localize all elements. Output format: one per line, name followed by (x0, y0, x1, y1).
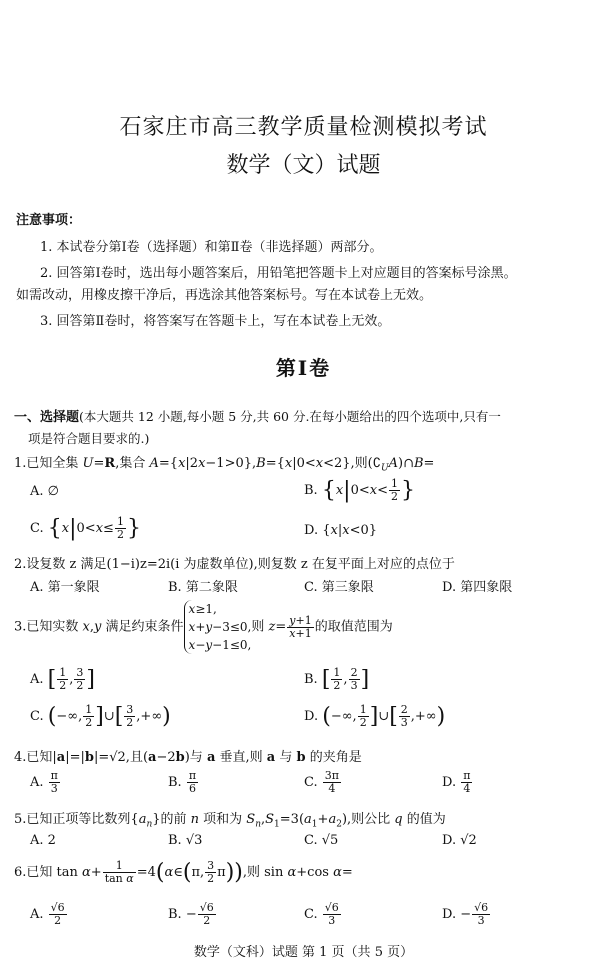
question-2-option-a[interactable]: A. 第一象限 (30, 580, 100, 595)
section-description (14, 406, 599, 449)
question-1-option-d[interactable]: D. {x|x<0} (304, 523, 378, 538)
question-5-option-a[interactable]: A. 2 (30, 833, 56, 848)
section-heading: 一、选择题 (14, 410, 80, 425)
question-2-option-c[interactable]: C. 第三象限 (304, 580, 374, 595)
question-4-option-d[interactable]: D. $\frac{\pi}{4}$ (442, 769, 471, 795)
notice-item-3: 3. 回答第Ⅱ卷时，将答案写在答题卡上，写在本试卷上无效。 (40, 314, 391, 329)
part-title: 第Ⅰ卷 (275, 356, 332, 380)
question-3-stem: 3.已知实数 x,y 满足约束条件x≥1, x+y−3≤0, x−y−1≤0,则 z= $\frac{y+1}{x+1}$ 的取值范围为 (14, 602, 393, 652)
section-desc-line-2: 项是符合题目要求的.) (28, 431, 150, 446)
question-4-option-a[interactable]: A. $\frac{\pi}{3}$ (30, 769, 58, 795)
question-6-option-a[interactable]: A. $\frac{√6}{2}$ (30, 901, 65, 927)
question-6-option-d[interactable]: D. − $\frac{√6}{3}$ (442, 901, 489, 927)
question-1-option-b[interactable]: B. {x|0<x< $\frac{1}{2}$ } (304, 477, 416, 503)
notice-item-2-line-1: 2. 回答第Ⅰ卷时，选出每小题答案后，用铅笔把答题卡上对应题目的答案标号涂黑。 (40, 266, 517, 281)
question-6-option-c[interactable]: C. $\frac{√6}{3}$ (304, 901, 339, 927)
question-1-stem: 1.已知全集 U=R,集合 A={x|2x−1>0},B={x|0<x<2},则$(∁_UA)\cap B=$ (14, 456, 435, 474)
question-3-option-b[interactable]: B. [ $\frac{1}{2}$ , $\frac{2}{3}$ ] (304, 666, 370, 692)
question-3-option-c[interactable]: C. (−∞, $\frac{1}{2}$ ]∪[ $\frac{3}{2}$ ,+∞) (30, 703, 171, 729)
question-1-option-c[interactable]: C. {x|0<x≤ $\frac{1}{2}$ } (30, 515, 141, 541)
exam-subtitle: 数学（文）试题 (226, 153, 381, 178)
notice-item-1: 1. 本试卷分第Ⅰ卷（选择题）和第Ⅱ卷（非选择题）两部分。 (40, 240, 383, 255)
question-5-stem: 5.已知正项等比数列$\{a_n\}$的前 n 项和为 $S_n,S_1=3(a_1+a_2)$,则公比 q 的值为 (14, 812, 446, 830)
question-3-option-d[interactable]: D. (−∞, $\frac{1}{2}$ ]∪[ $\frac{2}{3}$ ,+∞) (304, 703, 446, 729)
question-2-stem: 2.设复数 z 满足(1−i)z=2i(i 为虚数单位),则复数 z 在复平面上对应的点位于 (14, 557, 455, 572)
question-1-option-a[interactable]: A. ∅ (30, 484, 59, 499)
notice-heading: 注意事项： (16, 213, 82, 228)
section-desc-line-1: (本大题共 12 小题,每小题 5 分,共 60 分.在每小题给出的四个选项中,只有一 (79, 409, 501, 424)
question-2-option-d[interactable]: D. 第四象限 (442, 580, 513, 595)
question-5-option-b[interactable]: B. √3 (168, 833, 203, 848)
question-2-option-b[interactable]: B. 第二象限 (168, 580, 238, 595)
question-4-option-b[interactable]: B. $\frac{\pi}{6}$ (168, 769, 197, 795)
question-4-stem: 4.已知|a|=|b|=√2,且(a−2b)与 a 垂直,则 a 与 b 的夹角是 (14, 750, 362, 765)
question-6-stem: 6.已知 tan α+ $\frac{1}{\text{tan α}}$ =4(α∈(π, $\frac{3}{2}$ π)),则 sin α+cos α= (14, 859, 353, 885)
question-5-option-d[interactable]: D. √2 (442, 833, 477, 848)
exam-title: 石家庄市高三教学质量检测模拟考试 (119, 115, 488, 140)
page-footer: 数学（文科）试题 第 1 页（共 5 页） (193, 945, 414, 960)
question-5-option-c[interactable]: C. √5 (304, 833, 339, 848)
question-6-option-b[interactable]: B. − $\frac{√6}{2}$ (168, 901, 214, 927)
question-3-option-a[interactable]: A. [ $\frac{1}{2}$ , $\frac{3}{2}$ ] (30, 666, 95, 692)
notice-item-2-line-2: 如需改动，用橡皮擦干净后，再选涂其他答案标号。写在本试卷上无效。 (16, 288, 433, 303)
question-4-option-c[interactable]: C. $\frac{3\pi}{4}$ (304, 769, 339, 795)
